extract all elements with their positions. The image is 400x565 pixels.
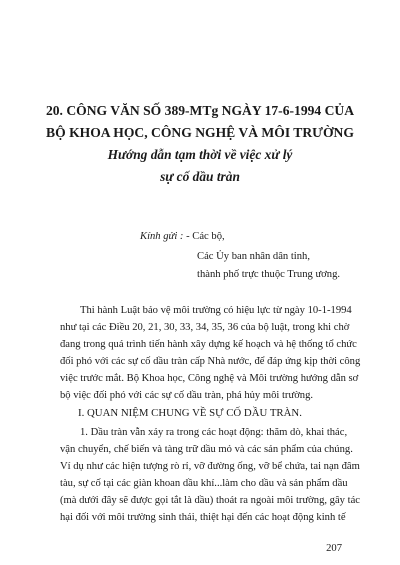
intro-line: như tại các Điều 20, 21, 30, 33, 34, 35, 36 của bộ luật, trong khi chờ [60,322,350,333]
addressee-label: Kính gửi : [140,231,184,242]
section-line: hại đối với môi trường sinh thái, thiệt hại đến các hoạt động kinh tế [60,512,346,523]
intro-line: đang trong quá trình tiến hành xây dựng kế hoạch và hệ thống tổ chức [60,339,357,350]
section-line: 1. Dầu tràn vẫn xảy ra trong các hoạt động: thăm dò, khai thác, [80,427,348,438]
addressee-line-1: - Các bộ, [186,231,225,242]
intro-line: bộ việc đối phó với các sự cố dầu tràn, phá hủy môi trường. [60,390,314,401]
section-line: vận chuyển, chế biến và tàng trữ dầu mỏ và các sản phẩm của chúng. [60,444,353,455]
section-line: tàu, sự cố tại các giàn khoan dầu khí...làm cho dầu và sản phẩm dầu [60,478,348,489]
subtitle-line-2: sự cố dầu tràn [160,169,240,184]
section-line: Ví dụ như các hiện tượng rò rỉ, vỡ đường ống, vỡ bể chứa, tai nạn đâm [60,461,360,472]
subtitle-line-1: Hướng dẫn tạm thời về việc xử lý [107,147,293,162]
page-number: 207 [326,543,342,554]
intro-line: việc trước mắt. Bộ Khoa học, Công nghệ và Môi trường hướng dẫn sơ [60,373,359,384]
title-line-1: 20. CÔNG VĂN SỐ 389-MTg NGÀY 17-6-1994 CỦA [45,103,355,118]
section-line: (mà dưới đây sẽ được gọi tắt là dầu) thoát ra ngoài môi trường, gây tác [60,495,360,506]
addressee-line-2: Các Ủy ban nhân dân tỉnh, [197,251,310,262]
addressee-line-3: thành phố trực thuộc Trung ương. [197,269,341,280]
intro-line: Thi hành Luật bảo vệ môi trường có hiệu lực từ ngày 10-1-1994 [80,305,352,316]
title-line-2: BỘ KHOA HỌC, CÔNG NGHỆ VÀ MÔI TRƯỜNG [46,125,354,140]
section-heading: I. QUAN NIỆM CHUNG VỀ SỰ CỐ DẦU TRÀN. [78,407,302,419]
intro-line: đối phó với các sự cố dầu tràn cấp Nhà nước, để đáp ứng kịp thời công [60,356,361,367]
